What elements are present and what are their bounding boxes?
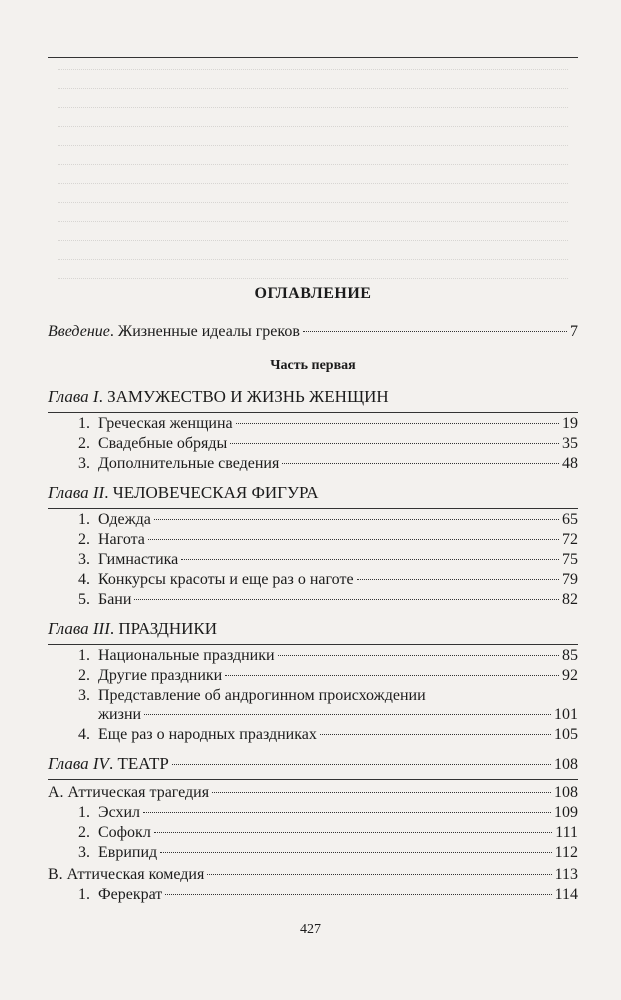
chapter-rule xyxy=(48,644,578,645)
table-of-contents xyxy=(48,283,578,904)
toc-entry: 1. Эсхил 109 xyxy=(78,804,578,821)
toc-entry: 2. Другие праздники 92 xyxy=(78,667,578,684)
toc-section: В. Аттическая комедия 113 xyxy=(48,866,578,883)
toc-entry: 1. Национальные праздники 85 xyxy=(78,647,578,664)
toc-entry: 3. Гимнастика 75 xyxy=(78,551,578,568)
chapter-rule xyxy=(48,508,578,509)
toc-section: А. Аттическая трагедия 108 xyxy=(48,784,578,801)
page-number: 427 xyxy=(300,922,321,937)
chapter-rule xyxy=(48,412,578,413)
toc-entry: 1. Ферекрат 114 xyxy=(78,886,578,903)
toc-entry-introduction: Введение. Жизненные идеалы греков 7 xyxy=(48,323,578,340)
top-rule xyxy=(48,57,578,58)
toc-entry: 3. Еврипид 112 xyxy=(78,844,578,861)
chapter-heading: Глава IV. ТЕАТР 108 xyxy=(48,754,578,773)
intro-text: Жизненные идеалы греков xyxy=(117,323,300,340)
chapter-heading: Глава III. ПРАЗДНИКИ xyxy=(48,619,218,638)
bleed-through-text xyxy=(48,60,578,320)
toc-entry: 2. Свадебные обряды 35 xyxy=(78,435,578,452)
toc-entry: 2. Нагота 72 xyxy=(78,531,578,548)
toc-entry: 2. Софокл 111 xyxy=(78,824,578,841)
toc-entry: 5. Бани 82 xyxy=(78,591,578,608)
toc-entry: 4. Конкурсы красоты и еще раз о наготе 79 xyxy=(78,571,578,588)
part-heading: Часть первая xyxy=(270,358,356,373)
toc-entry: 3. Представление об андрогинном происхождении жизни 101 xyxy=(78,687,578,723)
toc-entry: 1. Одежда 65 xyxy=(78,511,578,528)
chapter-rule xyxy=(48,779,578,780)
toc-entry: 3. Дополнительные сведения 48 xyxy=(78,455,578,472)
toc-title: ОГЛАВЛЕНИЕ xyxy=(254,285,372,302)
chapter-heading: Глава I. ЗАМУЖЕСТВО И ЖИЗНЬ ЖЕНЩИН xyxy=(48,387,389,406)
toc-entry: 4. Еще раз о народных праздниках 105 xyxy=(78,726,578,743)
intro-page: 7 xyxy=(570,323,578,340)
chapter-heading: Глава II. ЧЕЛОВЕЧЕСКАЯ ФИГУРА xyxy=(48,483,319,502)
toc-entry: 1. Греческая женщина 19 xyxy=(78,415,578,432)
intro-label: Введение xyxy=(48,323,110,340)
